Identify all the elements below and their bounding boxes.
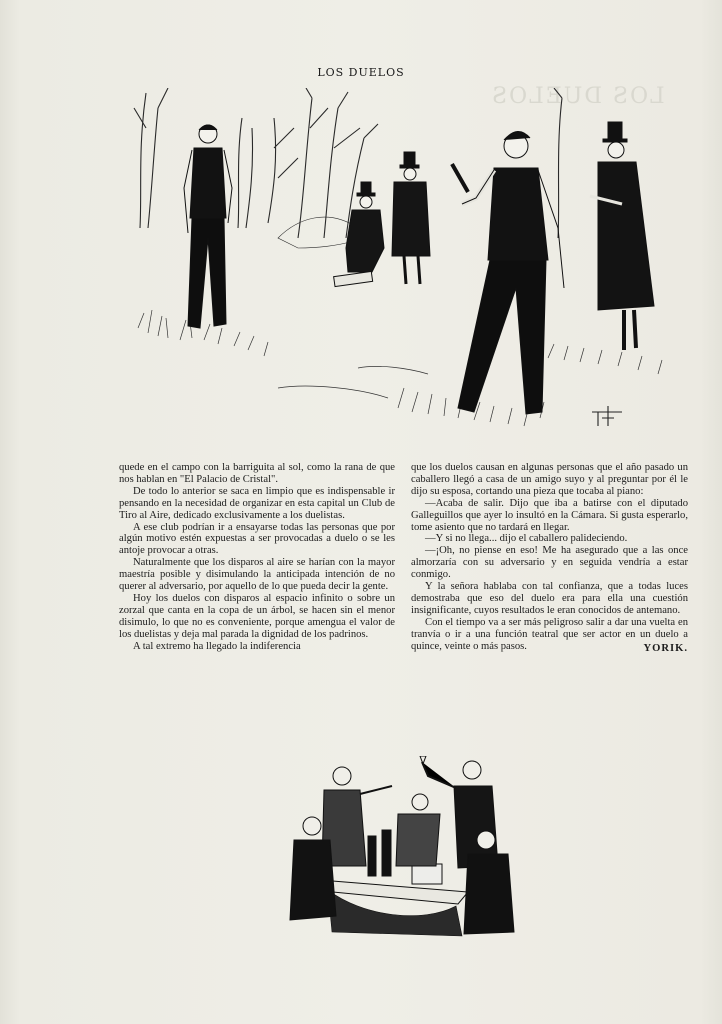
banquet-illustration [272, 756, 534, 942]
artist-monogram [592, 406, 622, 426]
paragraph: —¡Oh, no piense en eso! Me ha asegurado que a las once almorzaría con su adversario y en seguida vendría a estar conmigo. [411, 545, 688, 581]
grass-tufts [138, 310, 662, 426]
duelist-right [452, 131, 564, 414]
duelist-left [184, 125, 232, 328]
kneeling-second [334, 182, 384, 287]
article-column-left [119, 462, 395, 653]
paragraph: Y la señora hablaba con tal confianza, que a todas luces demostraba que eso del duelo era para ella una cuestión insignificante, cuyos resultados le eran conocidos de antemano. [411, 581, 688, 616]
author-signature: YORIK. [643, 642, 688, 654]
paragraph: quede en el campo con la barriguita al sol, como la rana de que nos hablan en "El Palacio de Cristal". [119, 462, 395, 485]
paragraph: Naturalmente que los disparos al aire se harían con la mayor maestría posible y disimulando la anticipada intención de no querer al adversario, por aquello de lo que pueda decir la gente. [119, 557, 395, 593]
paragraph: De todo lo anterior se saca en limpio que es indispensable ir pensando en la necesidad de organizar en esta capital un Club de Tiro al Aire, dedicado exclusivamente a los duelistas. [119, 485, 395, 521]
second-right [590, 122, 654, 350]
paragraph: —Acaba de salir. Dijo que iba a batirse con el diputado Galleguillos que ayer lo insultó en la Cámara. Si gusta esperarlo, tome asiento que no tardará en llegar. [411, 497, 688, 533]
running-head: LOS DUELOS [317, 66, 405, 79]
paragraph: que los duelos causan en algunas personas que el año pasado un caballero llegó a casa de un amigo suyo y al preguntar por él le dijo su esposa, cortando una pieza que tocaba al piano: [411, 462, 688, 497]
paragraph: Con el tiempo va a ser más peligroso salir a dar una vuelta en tranvía o ir a una función teatral que ser actor en un duelo a quince, veinte o más pasos. [411, 616, 688, 652]
duel-illustration [128, 88, 683, 448]
bleed-through-text: LOS DUELOS [490, 84, 665, 109]
paragraph: —Y si no llega... dijo el caballero palideciendo. [425, 533, 628, 545]
paragraph: Hoy los duelos con disparos al espacio infinito o sobre un zorzal que canta en la copa de un árbol, se hacen sin el menor disimulo, lo que no es conveniente, porque amengua el valor de los duelistas y deja mal parada la dignidad de los padrinos. [119, 592, 395, 640]
paragraph: A tal extremo ha llegado la indiferencia [133, 640, 301, 652]
article-column-right [411, 462, 688, 654]
diners [290, 756, 514, 934]
standing-second-middle [392, 152, 430, 284]
paragraph: A ese club podrían ir a ensayarse todas las personas que por algún motivo estén expuestas a ser provocadas a duelo o se les antoje provocar a otras. [119, 521, 395, 557]
